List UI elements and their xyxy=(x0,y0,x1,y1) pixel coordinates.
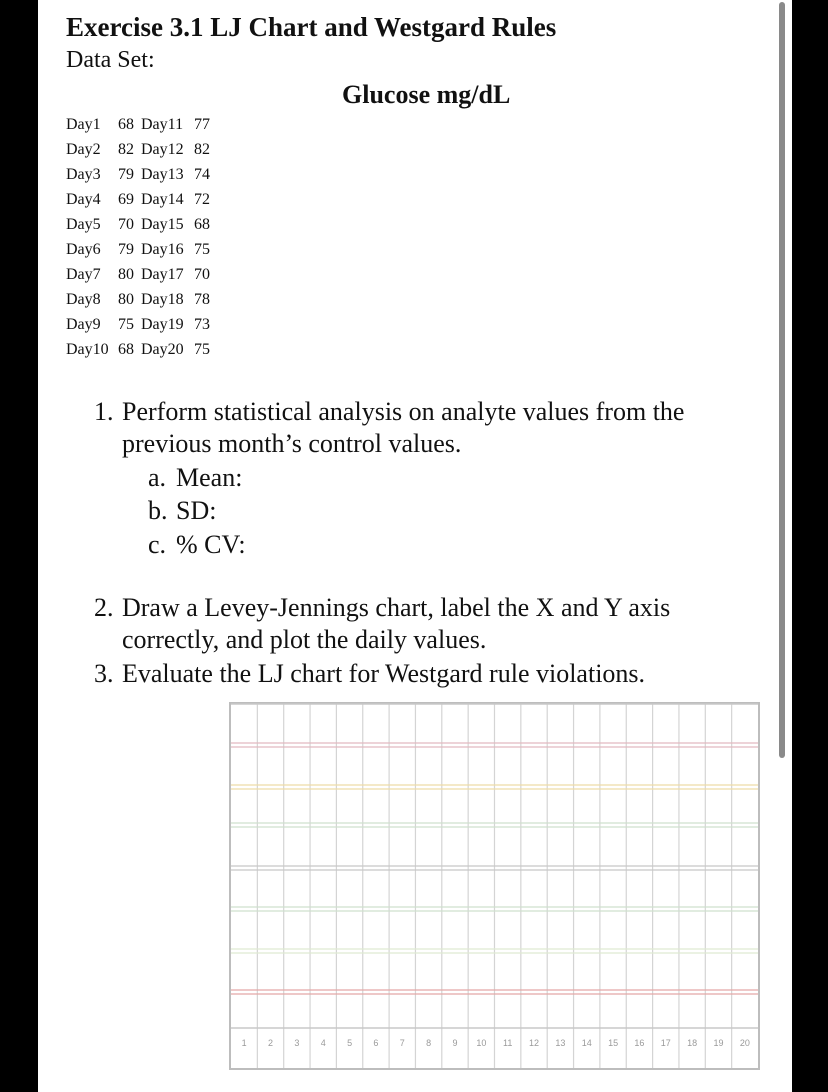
day-label: Day16 xyxy=(141,241,184,258)
day-value: 70 xyxy=(194,266,210,283)
question-1 xyxy=(94,396,684,460)
day-label: Day13 xyxy=(141,166,184,183)
data-row xyxy=(66,162,210,187)
day-label: Day10 xyxy=(66,341,109,358)
day-value: 72 xyxy=(194,191,210,208)
day-label: Day9 xyxy=(66,316,101,333)
part-a-letter: a. xyxy=(148,463,167,492)
data-row xyxy=(66,262,210,287)
day-label: Day7 xyxy=(66,266,101,283)
day-label: Day20 xyxy=(141,341,184,358)
x-tick-label: 12 xyxy=(529,1038,540,1048)
day-label: Day18 xyxy=(141,291,184,308)
day-value: 75 xyxy=(118,316,134,333)
day-value: 77 xyxy=(194,116,210,133)
day-label: Day8 xyxy=(66,291,101,308)
x-tick-label: 11 xyxy=(503,1038,513,1048)
data-row xyxy=(66,137,210,162)
day-label: Day4 xyxy=(66,191,101,208)
x-tick-label: 20 xyxy=(739,1038,750,1048)
part-b-text: SD: xyxy=(176,496,217,525)
x-tick-label: 1 xyxy=(241,1038,247,1048)
data-row xyxy=(66,187,210,212)
day-value: 68 xyxy=(118,116,134,133)
day-label: Day17 xyxy=(141,266,184,283)
day-value: 74 xyxy=(194,166,210,183)
day-label: Day15 xyxy=(141,216,184,233)
x-tick-label: 3 xyxy=(294,1038,300,1048)
day-value: 79 xyxy=(118,241,134,258)
day-label: Day5 xyxy=(66,216,101,233)
scrollbar-thumb[interactable] xyxy=(779,2,785,758)
day-value: 82 xyxy=(194,141,210,158)
question-1-part-a xyxy=(148,461,242,495)
x-tick-label: 17 xyxy=(660,1038,671,1048)
day-label: Day12 xyxy=(141,141,184,158)
day-label: Day6 xyxy=(66,241,101,258)
question-3-text: Evaluate the LJ chart for Westgard rule violations. xyxy=(122,659,646,688)
data-row xyxy=(66,312,210,337)
question-1-part-b xyxy=(148,494,216,528)
day-value: 79 xyxy=(118,166,134,183)
x-tick-label: 9 xyxy=(452,1038,458,1048)
day-value: 69 xyxy=(118,191,134,208)
day-label: Day19 xyxy=(141,316,184,333)
x-tick-label: 19 xyxy=(713,1038,724,1048)
exercise-title: Exercise 3.1 LJ Chart and Westgard Rules xyxy=(66,12,557,42)
part-c-letter: c. xyxy=(148,530,167,559)
x-tick-label: 5 xyxy=(347,1038,353,1048)
day-value: 82 xyxy=(118,141,134,158)
data-row xyxy=(66,237,210,262)
question-2-line1: Draw a Levey-Jennings chart, label the X and Y axis xyxy=(122,593,671,622)
data-row xyxy=(66,337,210,362)
question-2 xyxy=(94,592,670,656)
x-tick-label: 6 xyxy=(373,1038,379,1048)
day-label: Day1 xyxy=(66,116,101,133)
question-3 xyxy=(94,658,645,690)
question-1-line2: previous month’s control values. xyxy=(122,429,462,458)
day-value: 73 xyxy=(194,316,210,333)
data-row xyxy=(66,287,210,312)
x-tick-label: 13 xyxy=(555,1038,566,1048)
glucose-table-title: Glucose mg/dL xyxy=(342,80,511,109)
x-tick-label: 10 xyxy=(476,1038,487,1048)
part-a-text: Mean: xyxy=(176,463,243,492)
day-value: 78 xyxy=(194,291,210,308)
day-label: Day11 xyxy=(141,116,184,133)
question-2-line2: correctly, and plot the daily values. xyxy=(122,625,487,654)
day-value: 80 xyxy=(118,291,134,308)
glucose-data-table xyxy=(66,112,210,362)
x-tick-label: 8 xyxy=(426,1038,432,1048)
data-row xyxy=(66,112,210,137)
question-1-number: 1. xyxy=(94,397,114,426)
question-1-part-c xyxy=(148,528,246,562)
day-value: 75 xyxy=(194,241,210,258)
data-row xyxy=(66,212,210,237)
x-tick-label: 14 xyxy=(581,1038,592,1048)
x-tick-label: 15 xyxy=(608,1038,619,1048)
day-value: 80 xyxy=(118,266,134,283)
x-tick-label: 18 xyxy=(687,1038,698,1048)
part-b-letter: b. xyxy=(148,496,168,525)
data-set-label: Data Set: xyxy=(66,47,155,73)
day-value: 70 xyxy=(118,216,134,233)
day-label: Day14 xyxy=(141,191,184,208)
day-label: Day2 xyxy=(66,141,101,158)
x-tick-label: 4 xyxy=(320,1038,326,1048)
question-2-number: 2. xyxy=(94,593,114,622)
x-tick-label: 2 xyxy=(268,1038,274,1048)
day-value: 68 xyxy=(118,341,134,358)
question-1-line1: Perform statistical analysis on analyte values from the xyxy=(122,397,685,426)
x-tick-label: 7 xyxy=(399,1038,405,1048)
day-value: 68 xyxy=(194,216,210,233)
part-c-text: % CV: xyxy=(176,530,246,559)
question-3-number: 3. xyxy=(94,659,114,688)
day-value: 75 xyxy=(194,341,210,358)
x-tick-label: 16 xyxy=(634,1038,645,1048)
lj-chart-grid[interactable] xyxy=(229,702,760,1070)
day-label: Day3 xyxy=(66,166,101,183)
